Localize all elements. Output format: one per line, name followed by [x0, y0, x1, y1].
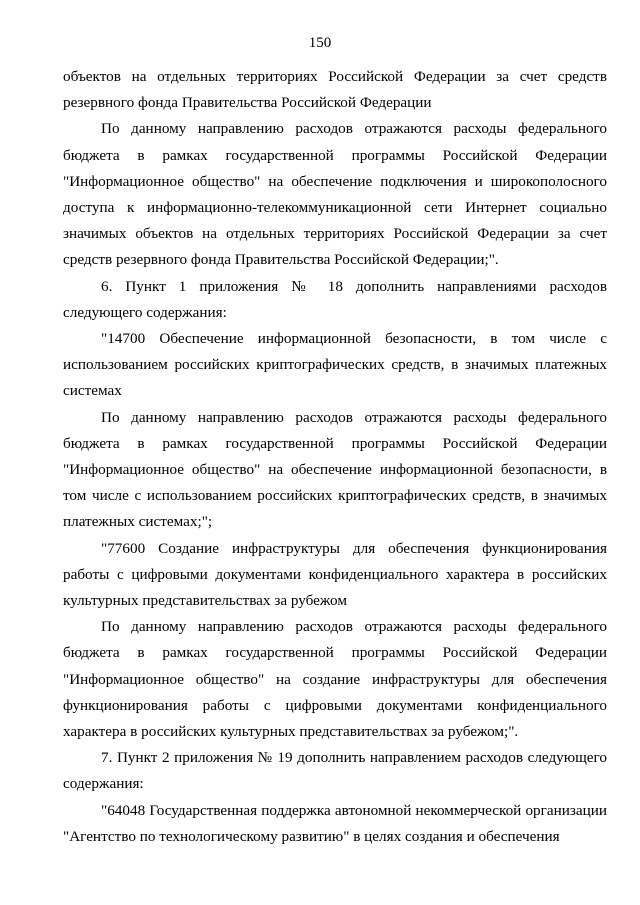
paragraph-2: По данному направлению расходов отражаются расходы федерального бюджета в рамках государственной программы Российской Федерации "Информационное общество" на обеспечение подключения и широкополосного доступа к информационно-телекоммуникационной сети Интернет социально значимых объектов на отдельных территориях Российской Федерации за счет средств резервного фонда Правительства Российской Федерации;". — [63, 120, 607, 269]
paragraph-1: объектов на отдельных территориях Российской Федерации за счет средств резервного фонда Правительства Российской Федерации — [63, 68, 607, 112]
page-number: 150 — [308, 35, 332, 51]
document-body — [63, 64, 607, 850]
paragraph-3: 6. Пункт 1 приложения № 18 дополнить направлениями расходов следующего содержания: — [63, 277, 607, 321]
paragraph-9: "64048 Государственная поддержка автономной некоммерческой организации "Агентство по технологическому развитию" в целях создания и обеспечения — [63, 801, 607, 845]
paragraph-4: "14700 Обеспечение информационной безопасности, в том числе с использованием российских криптографических средств, в значимых платежных системах — [63, 330, 607, 400]
paragraph-5: По данному направлению расходов отражаются расходы федерального бюджета в рамках государственной программы Российской Федерации "Информационное общество" на обеспечение информационной безопасности, в том числе с использованием российских криптографических средств, в значимых платежных системах;"; — [63, 408, 607, 531]
paragraph-8: 7. Пункт 2 приложения № 19 дополнить направлением расходов следующего содержания: — [63, 749, 607, 793]
paragraph-6: "77600 Создание инфраструктуры для обеспечения функционирования работы с цифровыми документами конфиденциального характера в российских культурных представительствах за рубежом — [63, 539, 607, 610]
paragraph-7: По данному направлению расходов отражаются расходы федерального бюджета в рамках государственной программы Российской Федерации "Информационное общество" на создание инфраструктуры для обеспечения функционирования работы с цифровыми документами конфиденциального характера в российских культурных представительствах за рубежом;". — [63, 618, 607, 741]
